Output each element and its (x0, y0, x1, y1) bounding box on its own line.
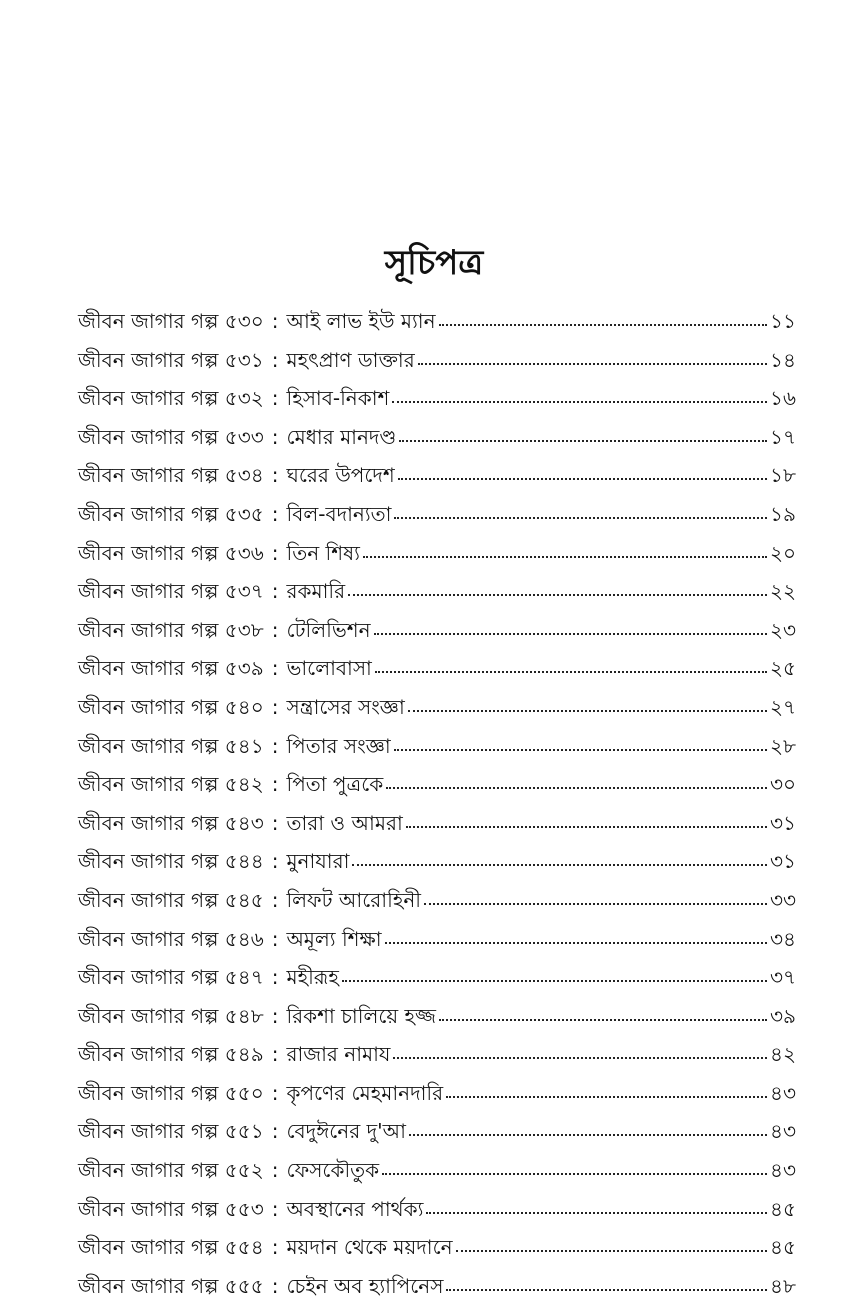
toc-entry (78, 881, 796, 920)
toc-entry-leader-dots (363, 550, 767, 558)
toc-entry-page-number: ৪৫ (770, 1196, 796, 1221)
toc-entry-leader-dots (385, 936, 768, 944)
toc-entry-page-number: ৪৫ (770, 1235, 796, 1260)
toc-entry-series: জীবন জাগার গল্প ৫৪৪ (78, 849, 264, 874)
toc-entry (78, 1267, 796, 1305)
toc-entry-title: মেধার মানদণ্ড (286, 424, 397, 449)
toc-entry-series: জীবন জাগার গল্প ৫৩৬ (78, 540, 264, 565)
toc-entry-series: জীবন জাগার গল্প ৫৪৫ (78, 887, 264, 912)
toc-entry-series: জীবন জাগার গল্প ৫৪১ (78, 733, 264, 758)
toc-entry-series: জীবন জাগার গল্প ৫৩৯ (78, 656, 264, 681)
toc-entry-separator: : (271, 617, 279, 642)
toc-entry-page-number: ৪৩ (770, 1158, 796, 1183)
toc-entry-title: মুনাযারা (286, 849, 350, 874)
toc-entry-separator: : (271, 1235, 279, 1260)
toc-entry-title: রিকশা চালিয়ে হজ্জ (286, 1003, 437, 1028)
toc-entry-separator: : (271, 1196, 279, 1221)
toc-entry-leader-dots (352, 858, 767, 866)
toc-entry-leader-dots (439, 1013, 767, 1021)
toc-entry-page-number: ১৪ (770, 347, 796, 372)
toc-entry-leader-dots (342, 974, 767, 982)
toc-entry-separator: : (271, 386, 279, 411)
toc-entry (78, 456, 796, 495)
toc-entry-separator: : (271, 424, 279, 449)
toc-entry (78, 611, 796, 650)
toc-entry-series: জীবন জাগার গল্প ৫৩২ (78, 386, 264, 411)
toc-entry (78, 341, 796, 380)
toc-entry-series: জীবন জাগার গল্প ৫৫৪ (78, 1235, 264, 1260)
toc-entry-title: পিতার সংজ্ঞা (286, 733, 391, 758)
toc-entry-series: জীবন জাগার গল্প ৫৫০ (78, 1080, 264, 1105)
toc-entry-separator: : (271, 1003, 279, 1028)
toc-entry-page-number: ৩৩ (769, 887, 796, 912)
toc-entry-series: জীবন জাগার গল্প ৫৪২ (78, 772, 264, 797)
toc-entry-series: জীবন জাগার গল্প ৫৪৯ (78, 1042, 264, 1067)
toc-entry-separator: : (271, 1080, 279, 1105)
toc-entry (78, 727, 796, 766)
toc-entry-series: জীবন জাগার গল্প ৫৪৬ (78, 926, 264, 951)
toc-entry-page-number: ২৩ (769, 617, 796, 642)
toc-entry-separator: : (271, 347, 279, 372)
toc-entry-leader-dots (456, 1244, 767, 1252)
toc-entry-series: জীবন জাগার গল্প ৫৩৫ (78, 501, 264, 526)
toc-entry-separator: : (271, 463, 279, 488)
toc-entry-page-number: ১৭ (770, 424, 796, 449)
toc-entry-leader-dots (446, 1090, 767, 1098)
toc-entry-leader-dots (426, 1206, 767, 1214)
toc-entry-leader-dots (409, 1128, 767, 1136)
toc-entry-leader-dots (446, 1283, 767, 1291)
toc-entry (78, 958, 796, 997)
toc-entry-title: ফেসকৌতুক (286, 1158, 380, 1183)
toc-entry-title: মহীরূহ (286, 965, 339, 990)
toc-entry-series: জীবন জাগার গল্প ৫৩৩ (78, 424, 264, 449)
toc-entry-leader-dots (408, 704, 767, 712)
toc-entry-series: জীবন জাগার গল্প ৫৫১ (78, 1119, 264, 1144)
toc-entry-title: আই লাভ ইউ ম্যান (286, 309, 436, 333)
toc-entry (78, 688, 796, 727)
toc-entry-page-number: ২৮ (770, 733, 796, 758)
toc-entry-title: বিল-বদান্যতা (286, 501, 392, 526)
toc-entry-leader-dots (398, 472, 767, 480)
toc-entry-page-number: ২০ (769, 540, 796, 565)
toc-entry-title: রাজার নামায (286, 1042, 391, 1067)
toc-entry-separator: : (271, 540, 279, 565)
toc-entry-leader-dots (424, 897, 767, 905)
toc-entry-separator: : (271, 694, 279, 719)
toc-entry-page-number: ৩৪ (770, 926, 796, 951)
toc-entry-series: জীবন জাগার গল্প ৫৪৮ (78, 1003, 264, 1028)
toc-entry-separator: : (271, 309, 279, 333)
toc-entry-separator: : (271, 1273, 279, 1298)
toc-entry-title: চেইন অব হ্যাপিনেস (286, 1273, 444, 1298)
toc-entry-separator: : (271, 1042, 279, 1067)
toc-entry-title: তারা ও আমরা (286, 810, 403, 835)
toc-entry-title: বেদুঈনের দু'আ (286, 1119, 406, 1144)
toc-entry-separator: : (271, 579, 279, 604)
toc-entry-separator: : (271, 656, 279, 681)
toc-entry-title: ময়দান থেকে ময়দানে (286, 1235, 453, 1260)
toc-entry-leader-dots (394, 743, 767, 751)
toc-entry-page-number: ৪৮ (770, 1273, 796, 1298)
toc-entry-separator: : (271, 849, 279, 874)
toc-entry-title: মহৎপ্রাণ ডাক্তার (286, 347, 415, 372)
toc-entry-leader-dots (399, 434, 767, 442)
toc-entry-title: হিসাব-নিকাশ (286, 386, 390, 411)
toc-entry-page-number: ৩০ (769, 772, 796, 797)
toc-entry-series: জীবন জাগার গল্প ৫৪৩ (78, 810, 264, 835)
toc-entry (78, 804, 796, 843)
toc-entry-series: জীবন জাগার গল্প ৫৩১ (78, 347, 264, 372)
toc-entry-separator: : (271, 501, 279, 526)
toc-entry-leader-dots (386, 781, 767, 789)
toc-entry-series: জীবন জাগার গল্প ৫৩৮ (78, 617, 264, 642)
toc-entry-series: জীবন জাগার গল্প ৫৩৭ (78, 579, 264, 604)
toc-entry (78, 379, 796, 418)
toc-entry-title: ভালোবাসা (286, 656, 372, 681)
toc-entry-leader-dots (406, 820, 767, 828)
toc-entry (78, 418, 796, 457)
toc-entry-title: লিফট আরোহিনী (286, 887, 421, 912)
toc-entry (78, 1190, 796, 1229)
toc-entry-separator: : (271, 810, 279, 835)
toc-entry-title: পিতা পুত্রকে (286, 772, 384, 797)
toc-entry (78, 572, 796, 611)
toc-entry-leader-dots (418, 357, 767, 365)
toc-entry-title: তিন শিষ্য (286, 540, 360, 565)
toc-entry-leader-dots (348, 588, 767, 596)
toc-entry-title: কৃপণের মেহমানদারি (286, 1080, 444, 1105)
toc-entry-page-number: ১১ (770, 309, 796, 333)
toc-entry-series: জীবন জাগার গল্প ৫৫২ (78, 1158, 264, 1183)
toc-entry-leader-dots (392, 395, 767, 403)
toc-entry-page-number: ৪৩ (770, 1119, 796, 1144)
toc-entry-separator: : (271, 887, 279, 912)
toc-entry-separator: : (271, 772, 279, 797)
toc-entry-page-number: ৩৯ (770, 1003, 796, 1028)
toc-entry-title: অমূল্য শিক্ষা (286, 926, 382, 951)
toc-entry-page-number: ২৫ (770, 656, 796, 681)
toc-entry-series: জীবন জাগার গল্প ৫৪৭ (78, 965, 264, 990)
toc-entry (78, 1112, 796, 1151)
toc-entry (78, 997, 796, 1036)
toc-entry (78, 1151, 796, 1190)
toc-entry-title: রকমারি (286, 579, 346, 604)
toc-entry-separator: : (271, 1119, 279, 1144)
toc-entry-series: জীবন জাগার গল্প ৫৩৪ (78, 463, 264, 488)
toc-entry (78, 534, 796, 573)
table-of-contents (78, 302, 796, 1305)
toc-entry-title: অবস্থানের পার্থক্য (286, 1196, 424, 1221)
toc-entry (78, 1228, 796, 1267)
toc-entry-leader-dots (375, 665, 767, 673)
toc-entry-page-number: ২৭ (769, 694, 796, 719)
toc-entry-title: টেলিভিশন (286, 617, 371, 642)
toc-entry-separator: : (271, 733, 279, 758)
toc-entry-separator: : (271, 965, 279, 990)
toc-entry-page-number: ১৬ (770, 386, 796, 411)
toc-entry (78, 495, 796, 534)
toc-entry-page-number: ৩১ (770, 810, 796, 835)
toc-entry-leader-dots (382, 1167, 767, 1175)
toc-entry-page-number: ৪২ (770, 1042, 796, 1067)
toc-entry-separator: : (271, 1158, 279, 1183)
toc-entry-series: জীবন জাগার গল্প ৫৫৩ (78, 1196, 264, 1221)
toc-entry-page-number: ২২ (769, 579, 796, 604)
toc-entry-title: ঘরের উপদেশ (286, 463, 395, 488)
toc-entry-leader-dots (439, 318, 768, 326)
toc-entry (78, 302, 796, 341)
toc-entry-page-number: ১৮ (770, 463, 796, 488)
toc-entry-leader-dots (374, 627, 767, 635)
toc-entry (78, 842, 796, 881)
toc-entry (78, 649, 796, 688)
toc-entry-series: জীবন জাগার গল্প ৫৫৫ (78, 1273, 264, 1298)
toc-entry (78, 1035, 796, 1074)
toc-entry (78, 1074, 796, 1113)
toc-entry-page-number: ১৯ (770, 501, 796, 526)
toc-entry-page-number: ৩১ (770, 849, 796, 874)
toc-entry-separator: : (271, 926, 279, 951)
toc-entry-leader-dots (393, 1051, 767, 1059)
page-title: সূচিপত্র (384, 242, 484, 283)
toc-entry-title: সন্ত্রাসের সংজ্ঞা (286, 694, 405, 719)
toc-entry-series: জীবন জাগার গল্প ৫৩০ (78, 309, 264, 333)
toc-entry (78, 920, 796, 959)
toc-entry-page-number: ৩৭ (769, 965, 796, 990)
toc-entry (78, 765, 796, 804)
toc-entry-page-number: ৪৩ (770, 1080, 796, 1105)
toc-entry-series: জীবন জাগার গল্প ৫৪০ (78, 694, 264, 719)
toc-entry-leader-dots (394, 511, 767, 519)
